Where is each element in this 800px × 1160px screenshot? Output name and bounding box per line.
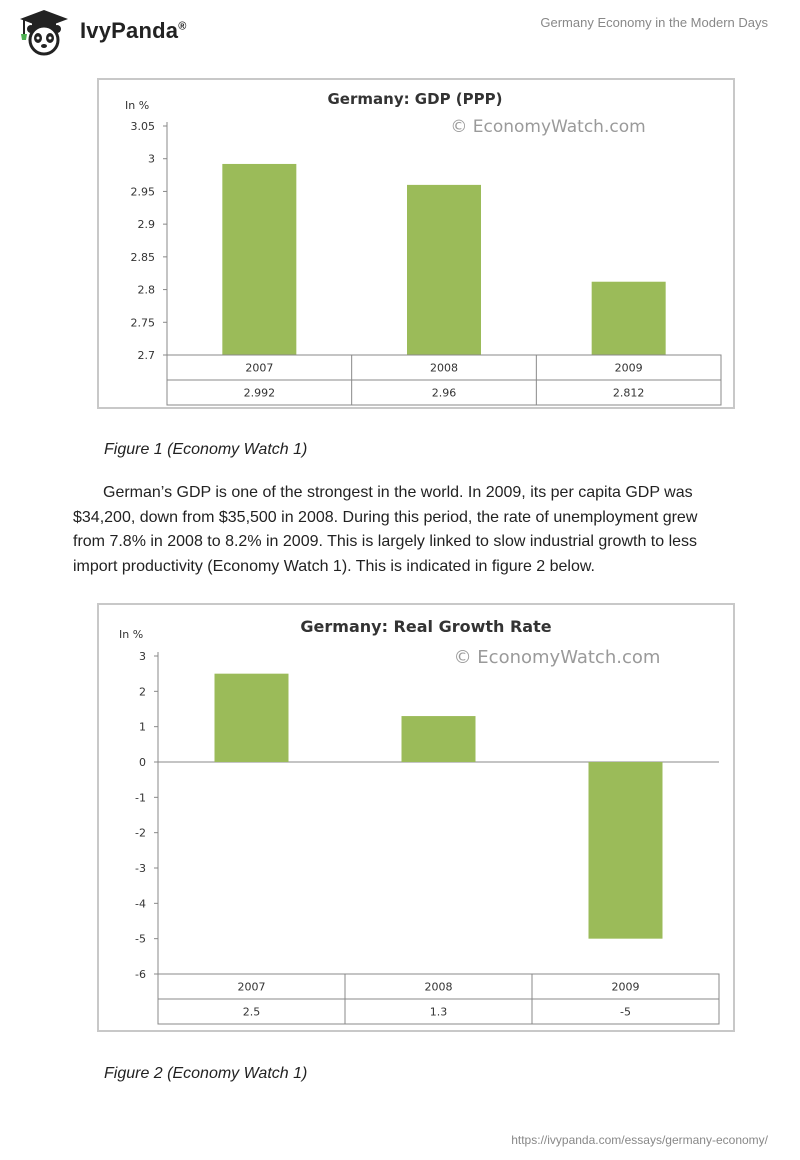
- y-tick-label: 3: [148, 152, 155, 166]
- x-category-label: 2008: [430, 361, 458, 375]
- y-tick-label: -5: [135, 932, 146, 946]
- bar-2008: [402, 716, 476, 762]
- document-title: Germany Economy in the Modern Days: [540, 15, 768, 30]
- y-tick-label: -3: [135, 862, 146, 875]
- brand-name[interactable]: IvyPanda®: [80, 18, 187, 43]
- growth-rate-chart-svg: [99, 605, 733, 1030]
- watermark: © EconomyWatch.com: [453, 647, 661, 668]
- data-value-label: 2.812: [612, 386, 645, 400]
- bar-2008: [407, 185, 481, 355]
- data-value-label: 2.96: [431, 386, 457, 400]
- x-category-label: 2007: [245, 361, 274, 375]
- x-category-label: 2009: [614, 361, 643, 375]
- figure-1-caption: Figure 1 (Economy Watch 1): [104, 441, 308, 458]
- y-tick-label: 2.85: [130, 250, 155, 264]
- gdp-chart: [97, 78, 735, 409]
- x-category-label: 2008: [424, 980, 453, 994]
- data-value-label: 2.992: [243, 386, 276, 400]
- bar-2007: [215, 674, 289, 762]
- y-tick-label: 2.95: [130, 185, 155, 199]
- y-tick-label: 2: [139, 685, 146, 699]
- data-value-label: -5: [620, 1005, 631, 1019]
- y-tick-label: -6: [135, 968, 146, 981]
- chart-title: Germany: Real Growth Rate: [300, 617, 552, 636]
- registered-mark: ®: [178, 20, 187, 33]
- bar-2009: [592, 282, 666, 355]
- y-tick-label: 2.9: [137, 218, 155, 232]
- y-tick-label: 1: [139, 720, 146, 734]
- y-tick-label: 3.05: [130, 120, 155, 133]
- data-value-label: 2.5: [242, 1005, 261, 1019]
- figure-2-caption: Figure 2 (Economy Watch 1): [104, 1065, 308, 1082]
- body-paragraph: German’s GDP is one of the strongest in the world. In 2009, its per capita GDP was $34,200, down from $35,500 in 2008. During this period, the rate of unemployment grew from 7.8% in 2008 to 8.2% in 2009. This is largely linked to slow industrial growth to less import productivity (Economy Watch 1). This is indicated in figure 2 below.: [73, 484, 698, 575]
- y-tick-label: 2.8: [137, 283, 155, 297]
- y-tick-label: -1: [135, 791, 146, 805]
- x-category-label: 2007: [237, 980, 266, 994]
- y-axis-unit-label: In %: [119, 628, 144, 641]
- y-axis-unit-label: In %: [125, 99, 150, 112]
- chart-title: Germany: GDP (PPP): [327, 90, 503, 108]
- bar-2009: [589, 762, 663, 939]
- y-tick-label: 2.7: [137, 349, 155, 362]
- panda-logo-icon[interactable]: [16, 8, 72, 56]
- y-tick-label: 3: [139, 650, 146, 663]
- y-tick-label: 0: [139, 756, 146, 769]
- data-value-label: 1.3: [429, 1005, 448, 1019]
- y-tick-label: 2.75: [130, 316, 155, 330]
- growth-rate-chart: [97, 603, 735, 1032]
- source-url[interactable]: https://ivypanda.com/essays/germany-economy/: [511, 1133, 768, 1147]
- bar-2007: [222, 164, 296, 355]
- y-tick-label: -4: [135, 897, 146, 911]
- watermark: © EconomyWatch.com: [450, 117, 646, 137]
- x-category-label: 2009: [611, 980, 640, 994]
- gdp-chart-svg: [99, 80, 733, 407]
- y-tick-label: -2: [135, 826, 146, 840]
